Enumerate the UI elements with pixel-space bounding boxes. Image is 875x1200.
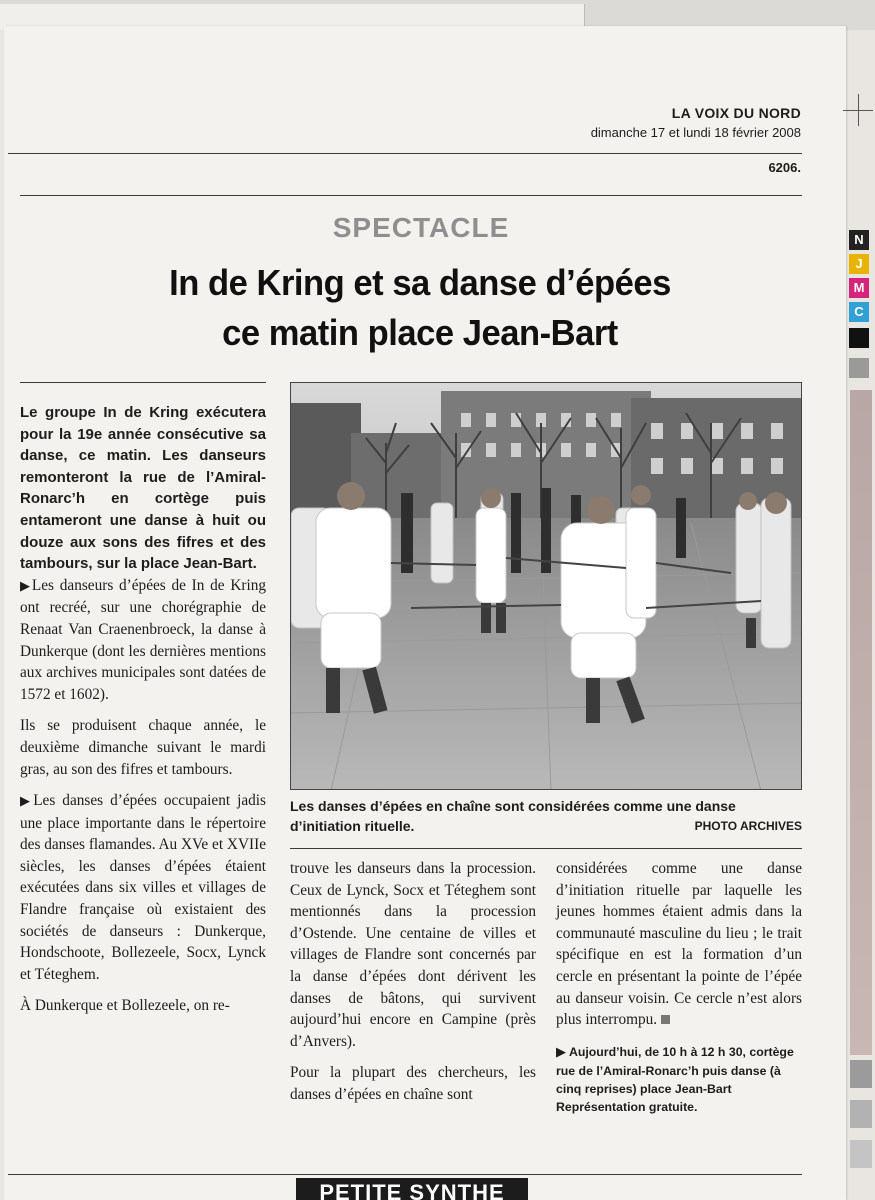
color-mark-m: M [849,278,869,298]
paper-name: LA VOIX DU NORD [671,105,801,121]
sword-dance-photo [291,383,802,790]
header-rule [20,195,802,196]
color-mark-c: C [849,302,869,322]
paragraph: Les danses d’épées occupaient jadis une place importante dans le répertoire des danses flamandes. Au XVe et XVIIe siècles, les danses d’épées étaient exécutées dans six villes et villages de Flandre française où existaient des sociétés de danseurs : Dunkerque, Hondschoote, Bollezeele, Socx, Lynck et Téteghem. [20,792,266,983]
photo-caption [290,796,802,836]
headline-line: In de Kring et sa danse d’épées [169,262,671,303]
arrow-icon: ▶ [556,1044,566,1060]
grey-square [849,358,869,378]
article-photo [290,382,802,790]
column-2 [290,858,536,1116]
practical-info: Aujourd’hui, de 10 h à 12 h 30, cortège rue de l’Amiral-Ronarc’h puis danse (à cinq reprises) place Jean-Bart Représentation gratuite. [556,1044,794,1114]
side-color-bar [850,390,872,1055]
next-section-banner: PETITE SYNTHE [296,1178,528,1200]
section-rubric: SPECTACLE [332,212,510,243]
caption-text: Les danses d’épées en chaîne sont considérées comme une danse d’initiation rituelle. [290,798,736,834]
masthead [591,105,801,140]
column-3 [556,858,802,1116]
color-registration-marks [849,230,869,382]
color-mark-j: J [849,254,869,274]
column-1 [20,402,266,1027]
arrow-icon: ▶ [20,578,32,594]
side-grey-block [850,1100,872,1128]
edition-date: dimanche 17 et lundi 18 février 2008 [590,125,801,140]
paragraph: Les danseurs d’épées de In de Kring ont recréé, sur une chorégraphie de Renaat Van Craenenbroeck, la danse à Dunkerque (dont les dernières mentions aux archives municipales sont datées de 1572 et 1602). [20,576,267,703]
column-rule [290,848,802,849]
crop-mark [858,94,859,126]
article-lead: Le groupe In de Kring exécutera pour la 19e année consécutive sa danse, ce matin. Les danseurs remonteront la rue de l’Amiral-Ronarc’h en cortège puis entameront une danse à huit ou douze aux sons des fifres et des tambours, sur la place Jean-Bart. [20,404,266,573]
color-mark-n: N [849,230,869,250]
paragraph: À Dunkerque et Bollezeele, on re- [20,997,230,1015]
column-rule [20,382,266,383]
end-of-article-icon [661,1015,670,1024]
headline-line: ce matin place Jean-Bart [222,312,618,353]
arrow-icon: ▶ [20,794,34,810]
footer-rule [8,1174,802,1175]
black-square [849,328,869,348]
paragraph: trouve les danseurs dans la procession. Ceux de Lynck, Socx et Téteghem sont mentionnés dans la procession d’Ostende. Une centaine de villes et villages de Flandre sont concernés par la danse d’épées dont dérivent les danses de bâtons, qui survivent aujourd’hui encore en Campine (près d’Anvers). [290,860,536,1050]
header-rule [8,153,802,154]
paragraph: considérées comme une danse d’initiation rituelle par laquelle les jeunes hommes étaient admis dans la communauté masculine du lieu ; le trait spécifique en est la formation d’un cercle en présentant la pointe de l’épée au danseur voisin. Ce cercle n’est alors plus interrompu. [556,860,802,1029]
paragraph: Pour la plupart des chercheurs, les danses d’épées en chaîne sont [290,1064,536,1103]
paragraph: Ils se produisent chaque année, le deuxième dimanche suivant le mardi gras, au son des fifres et tambours. [20,717,266,778]
photo-credit: PHOTO ARCHIVES [694,819,802,833]
side-grey-block [850,1060,872,1088]
side-grey-block [850,1140,872,1168]
article-headline [55,258,785,358]
issue-number: 6206. [768,160,801,175]
